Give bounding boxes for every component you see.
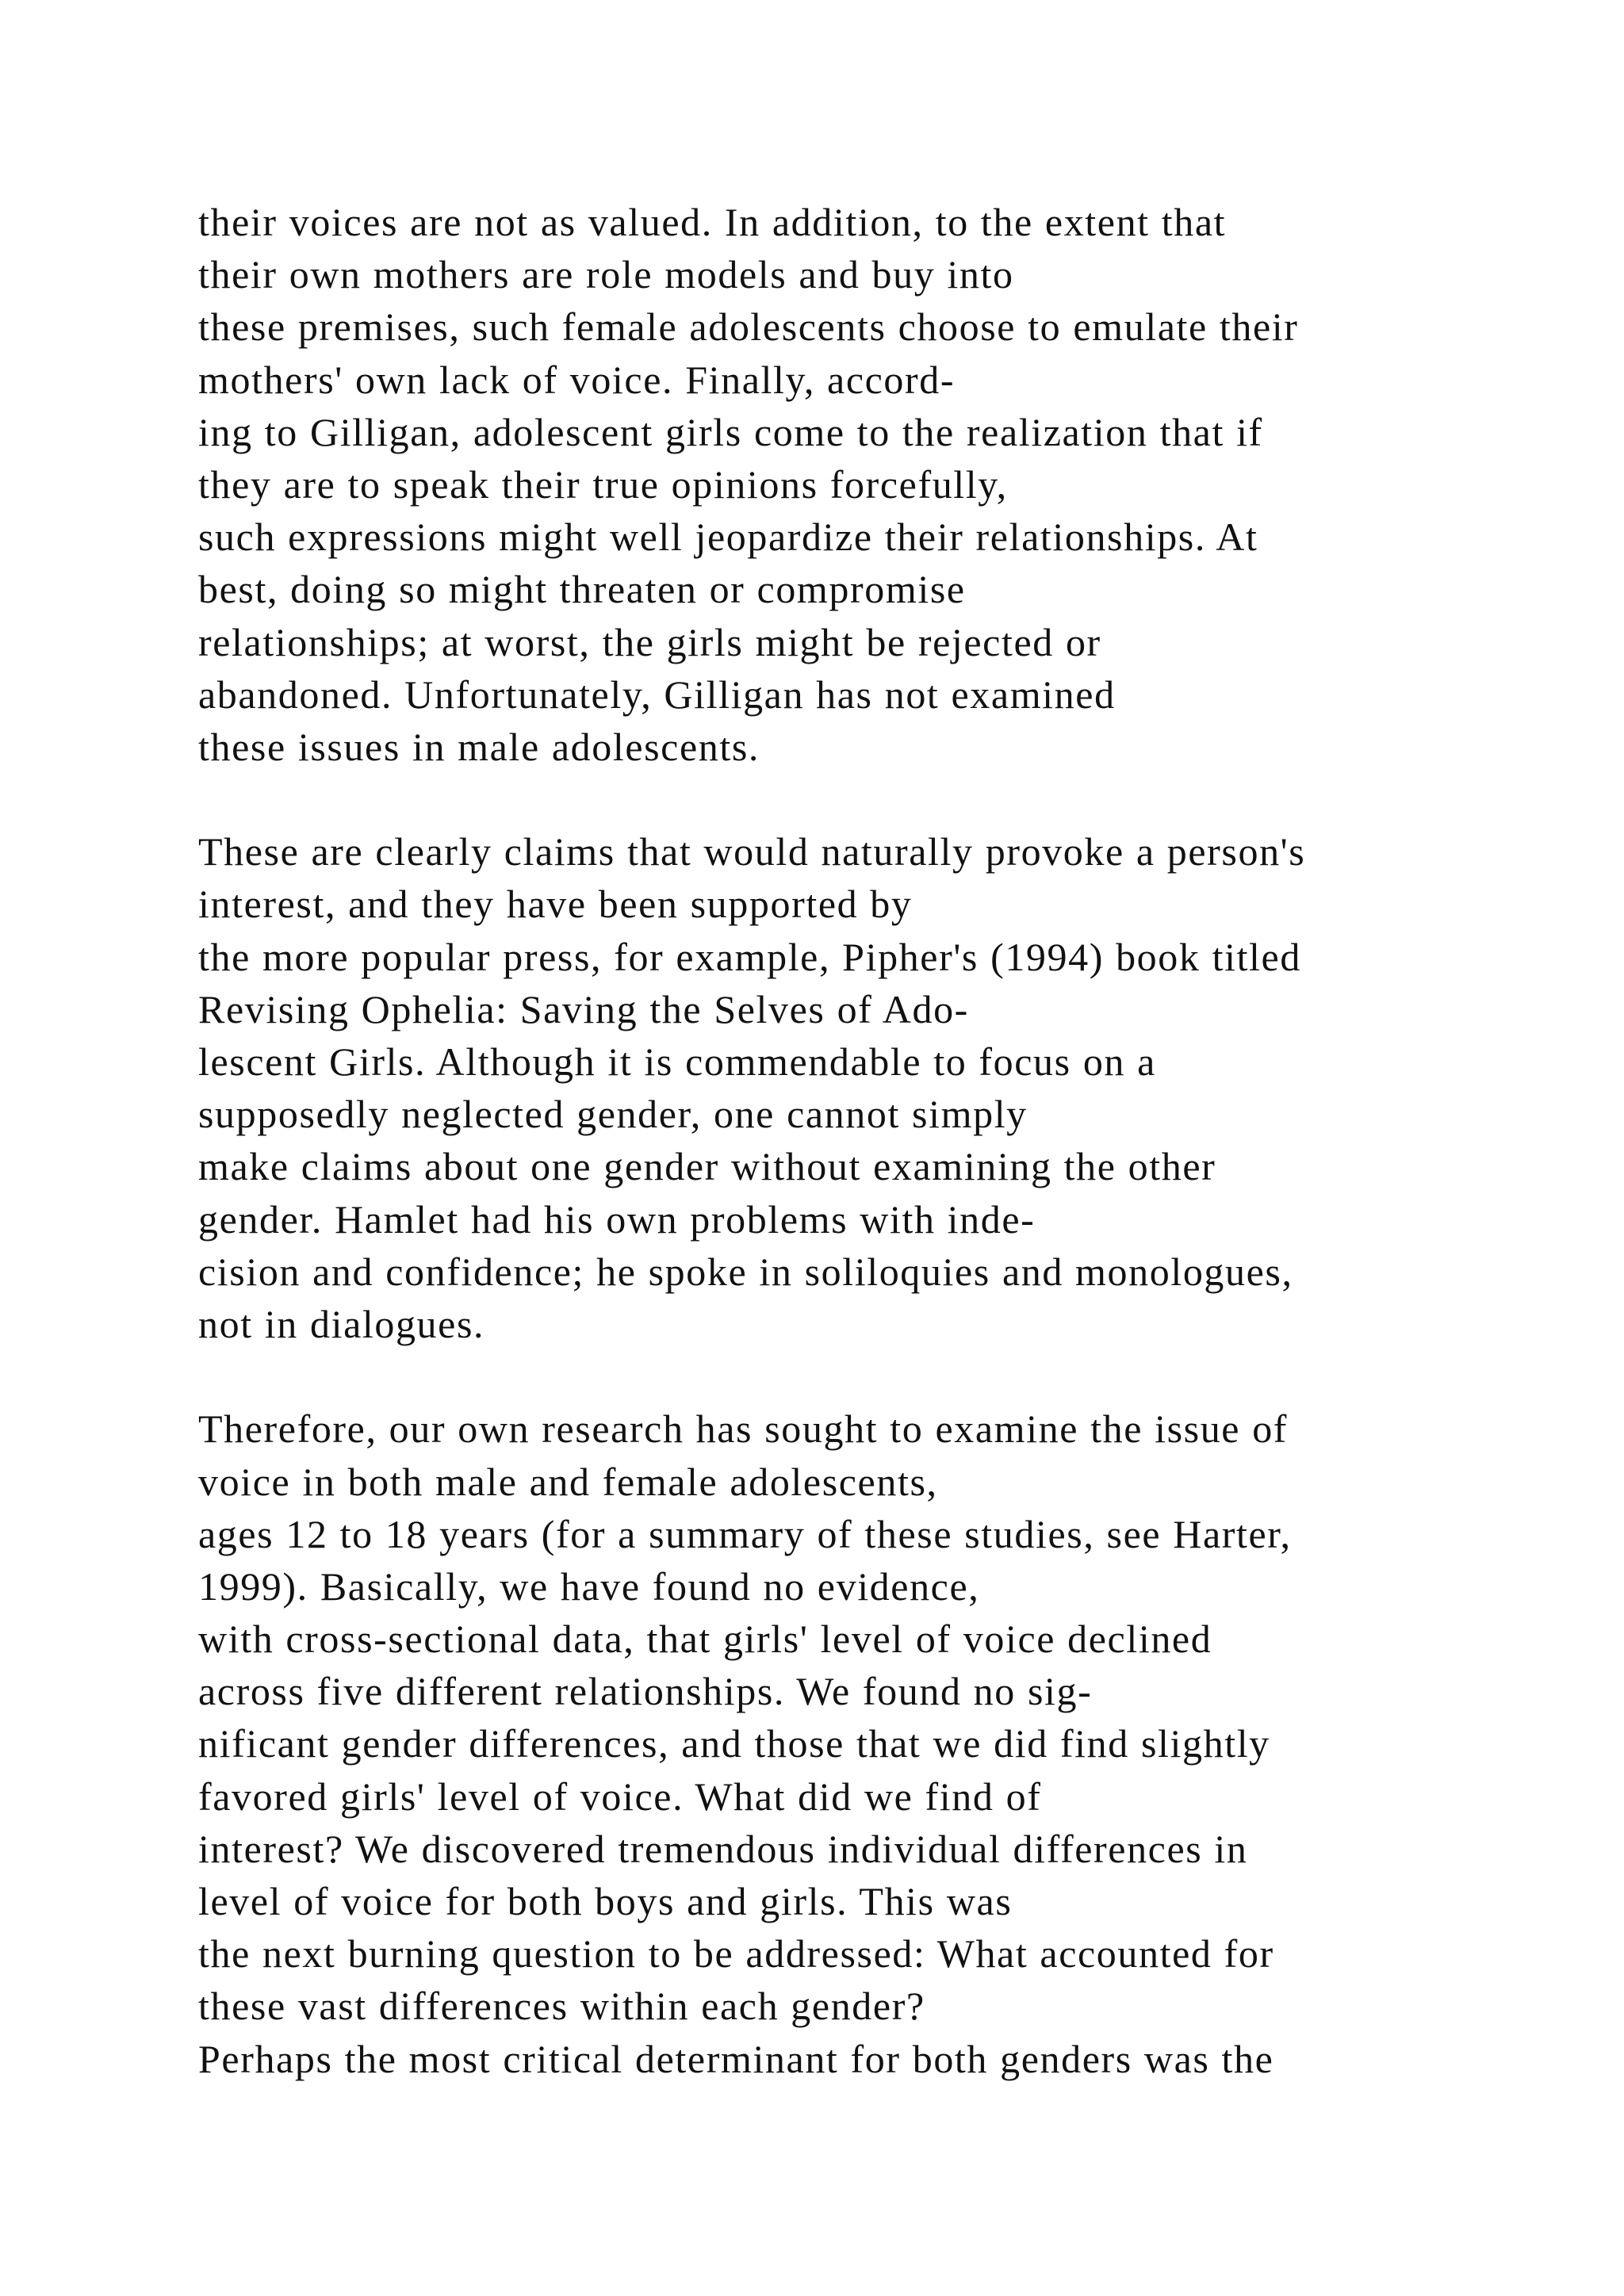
text-line: Perhaps the most critical determinant for both genders was the <box>198 2036 1274 2081</box>
text-line: These are clearly claims that would naturally provoke a person's <box>198 829 1306 874</box>
text-line: they are to speak their true opinions forcefully, <box>198 461 1008 507</box>
text-line: across five different relationships. We found no sig- <box>198 1669 1093 1714</box>
body-text <box>198 196 1594 2085</box>
text-line: their voices are not as valued. In addition, to the extent that <box>198 200 1227 244</box>
paragraph-gap <box>198 773 1594 825</box>
text-line: such expressions might well jeopardize their relationships. At <box>198 515 1258 560</box>
text-line: best, doing so might threaten or compromise <box>198 567 966 612</box>
text-line: favored girls' level of voice. What did we find of <box>198 1774 1042 1819</box>
text-line: these vast differences within each gender? <box>198 1984 925 2029</box>
text-line: these issues in male adolescents. <box>198 724 760 769</box>
text-line: abandoned. Unfortunately, Gilligan has not examined <box>198 672 1116 717</box>
text-line: their own mothers are role models and buy into <box>198 252 1014 297</box>
text-line: make claims about one gender without examining the other <box>198 1144 1216 1189</box>
text-line: these premises, such female adolescents choose to emulate their <box>198 304 1299 350</box>
text-line: ages 12 to 18 years (for a summary of these studies, see Harter, <box>198 1511 1292 1556</box>
text-line: relationships; at worst, the girls might be rejected or <box>198 619 1101 664</box>
text-line: voice in both male and female adolescents, <box>198 1459 938 1504</box>
text-line: the next burning question to be addressed: What accounted for <box>198 1931 1274 1976</box>
text-line: mothers' own lack of voice. Finally, accord- <box>198 357 956 402</box>
text-line: not in dialogues. <box>198 1301 485 1346</box>
text-line: Revising Ophelia: Saving the Selves of Ado- <box>198 986 969 1031</box>
text-line: the more popular press, for example, Pipher's (1994) book titled <box>198 934 1301 979</box>
text-line: supposedly neglected gender, one cannot simply <box>198 1092 1028 1137</box>
text-line: 1999). Basically, we have found no evidence, <box>198 1563 980 1609</box>
paragraph-3 <box>198 1402 1594 2084</box>
paragraph-1 <box>198 196 1594 773</box>
text-line: interest? We discovered tremendous individual differences in <box>198 1826 1248 1871</box>
text-line: with cross-sectional data, that girls' level of voice declined <box>198 1617 1212 1662</box>
paragraph-gap <box>198 1350 1594 1402</box>
text-line: lescent Girls. Although it is commendable to focus on a <box>198 1039 1156 1084</box>
text-line: level of voice for both boys and girls. This was <box>198 1879 1013 1923</box>
paragraph-2 <box>198 825 1594 1350</box>
text-line: ing to Gilligan, adolescent girls come to the realization that if <box>198 409 1263 454</box>
text-line: Therefore, our own research has sought to examine the issue of <box>198 1406 1289 1452</box>
text-line: nificant gender differences, and those that we did find slightly <box>198 1721 1270 1766</box>
text-line: interest, and they have been supported by <box>198 882 913 927</box>
text-line: gender. Hamlet had his own problems with inde- <box>198 1196 1036 1242</box>
text-line: cision and confidence; he spoke in soliloquies and monologues, <box>198 1249 1293 1294</box>
